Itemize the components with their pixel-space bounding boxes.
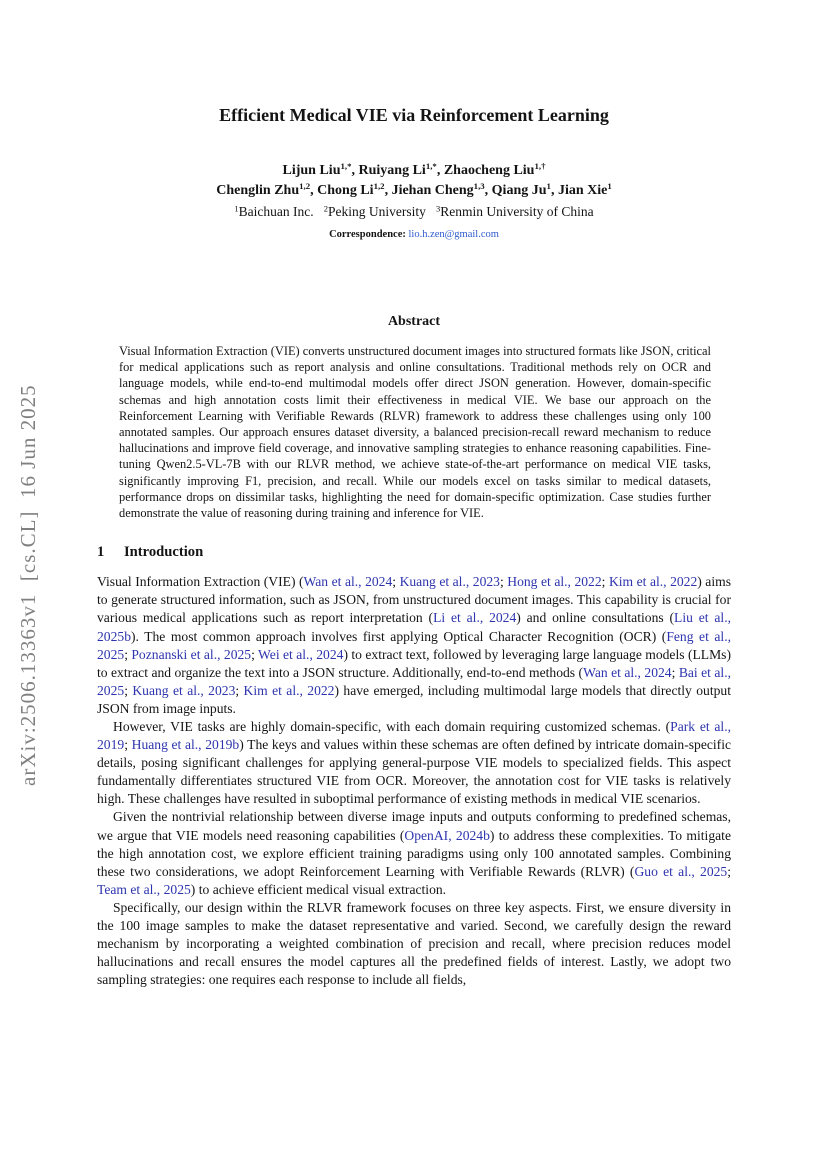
intro-paragraph-4: Specifically, our design within the RLVR framework focuses on three key aspects. First, we ensure diversity in the 100 image samples to make the dataset representative and varied. Second, we carefully design the reward mechanism by incorporating a weighted combination of precision and recall, where precision reduces model hallucinations and recall ensures the model captures all the predefined fields of interest. Lastly, we adopt two sampling strategies: one requires each response to include all fields, (97, 899, 731, 988)
citation-link[interactable]: Huang et al., 2019b (131, 737, 240, 753)
section-heading-introduction (97, 542, 731, 562)
citation-link[interactable]: Kim et al., 2022 (243, 682, 335, 698)
author-line-1: Lijun Liu$^{1,*}$, Ruiyang $Li^{1,*}$, Zhaocheng Liu$^{1,\dagger}$ (282, 161, 546, 178)
citation-link[interactable]: Team et al., 2025 (97, 881, 191, 897)
intro-paragraph-3: Given the nontrivial relationship between diverse image inputs and outputs conforming to predefined schemas, we argue that VIE models need reasoning capabilities (OpenAI, 2024b) to address these complexities. To mitigate the high annotation cost, we explore efficient training paradigms using only 100 annotated samples. Combining these two considerations, we adopt Reinforcement Learning with Verifiable Rewards (RLVR) (Guo et al., 2025; Team et al., 2025) to achieve efficient medical visual extraction. (97, 809, 731, 897)
section-number: 1 (97, 544, 105, 561)
intro-paragraph-2: However, VIE tasks are highly domain-specific, with each domain requiring customized schemas. (Park et al., 2019; Huang et al., 2019b) The keys and values within these schemas are often defined by intricate domain-specific details, posing significant challenges for applying general-purpose VIE models to specialized fields. This aspect fundamentally differentiates structured VIE from OCR. Moreover, the annotation cost for VIE tasks is relatively high. These challenges have resulted in suboptimal performance of existing methods in medical VIE scenarios. (97, 718, 732, 807)
correspondence-label: Correspondence: (329, 229, 406, 240)
citation-link[interactable]: Wan et al., 2024 (583, 664, 672, 680)
paper-content (97, 0, 731, 989)
citation-link[interactable]: Kuang et al., 2023 (399, 574, 500, 590)
citation-link[interactable]: Hong et al., 2022 (507, 574, 602, 590)
paper-title: Efficient Medical VIE via Reinforcement Learning (219, 105, 609, 125)
abstract-text: Visual Information Extraction (VIE) converts unstructured document images into structured formats like JSON, critical for medical applications such as report analysis and online consultations. Traditional methods rely on OCR and language models, while end-to-end multimodal models offer direct JSON generation. However, domain-specific schemas and high annotation costs limit their effectiveness in medical VIE. We base our approach on the Reinforcement Learning with Verifiable Rewards (RLVR) framework to address these challenges using only 100 annotated samples. Our approach ensures dataset diversity, a balanced precision-recall reward mechanism to reduce hallucinations and improve field coverage, and innovative sampling strategies to enhance reasoning capabilities. Fine-tuning Qwen2.5-VL-7B with our RLVR method, we achieve state-of-the-art performance on medical VIE tasks, significantly improving F1, precision, and recall. While our models excel on tasks similar to medical datasets, performance drops on dissimilar tasks, highlighting the need for domain-specific optimization. Case studies further demonstrate the value of reasoning during training and inference for VIE. (119, 344, 711, 521)
citation-link[interactable]: Poznanski et al., 2025 (131, 646, 252, 662)
arxiv-watermark: arXiv:2506.13363v1 [cs.CL] 16 Jun 2025 (16, 384, 40, 786)
citation-link[interactable]: Wan et al., 2024 (303, 574, 393, 590)
intro-paragraph-1: Visual Information Extraction (VIE) (Wan et al., 2024; Kuang et al., 2023; Hong et al., 2022; Kim et al., 2022) aims to generate structured information, such as JSON, from unstructured document images. This capability is crucial for various medical applications such as report interpretation (Li et al., 2024) and online consultations (Liu et al., 2025b). The most common approach involves first applying Optical Character Recognition (OCR) (Feng et al., 2025; Poznanski et al., 2025; Wei et al., 2024) to extract text, followed by leveraging large language models (LLMs) to extract and organize the text into a JSON structure. Additionally, end-to-end methods (Wan et al., 2024; Bai et al., 2025; Kuang et al., 2023; Kim et al., 2022) have emerged, including multimodal large models that directly output JSON from image inputs. (97, 574, 732, 716)
author-line-2: Chenglin Zhu$^{1,2}$, Chong Li$^{1,2}$, Jiehan Cheng$^{1,3}$, Qiang Ju$^1$, Jian Xie$^1$ (216, 181, 612, 198)
citation-link[interactable]: OpenAI, 2024b (404, 827, 490, 843)
citation-link[interactable]: Guo et al., 2025 (634, 863, 728, 879)
citation-link[interactable]: Liu et al., 2025b (97, 610, 732, 644)
citation-link[interactable]: Li et al., 2024 (433, 610, 517, 626)
section-title: Introduction (124, 544, 204, 561)
citation-link[interactable]: Kim et al., 2022 (608, 574, 698, 590)
affiliations-line: $^1$Baichuan Inc. $^2$Peking University $^3$Renmin University of China (234, 203, 594, 219)
citation-link[interactable]: Feng et al., 2025 (97, 628, 731, 662)
abstract-heading: Abstract (387, 314, 441, 329)
citation-link[interactable]: Bai et al., 2025 (97, 664, 732, 698)
correspondence-line (97, 228, 731, 242)
citation-link[interactable]: Wei et al., 2024 (258, 646, 344, 662)
correspondence-email-link[interactable]: lio.h.zen@gmail.com (408, 229, 499, 240)
citation-link[interactable]: Kuang et al., 2023 (132, 682, 236, 698)
authors-block (97, 161, 731, 242)
citation-link[interactable]: Park et al., 2019 (97, 718, 731, 753)
